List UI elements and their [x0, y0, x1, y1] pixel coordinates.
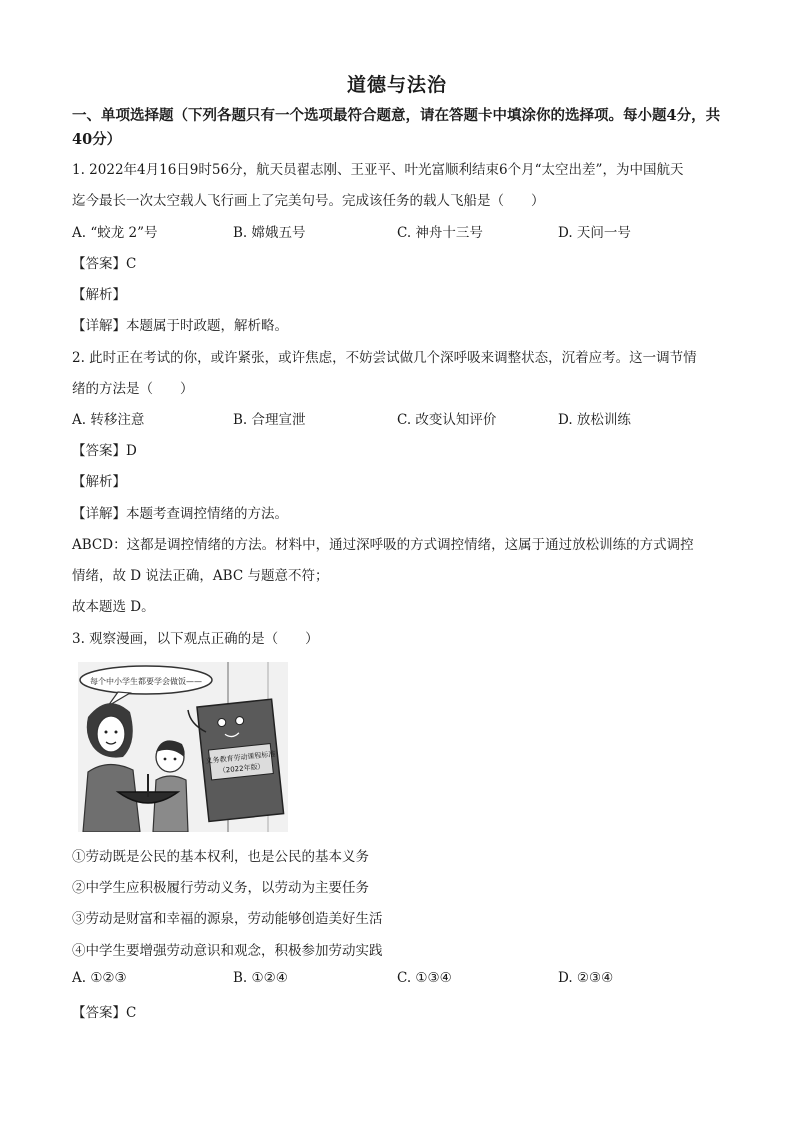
labor-education-cartoon [78, 662, 288, 832]
q2-conclusion: 故本题选 D。 [72, 599, 155, 615]
q1-stem-line2: 迄今最长一次太空载人飞行画上了完美句号。完成该任务的载人飞船是（ ） [72, 193, 545, 209]
q2-option-c: C. 改变认知评价 [397, 412, 497, 428]
q1-analysis-label: 【解析】 [72, 287, 126, 303]
q1-option-c: C. 神舟十三号 [397, 225, 483, 241]
book-title-text: 义务教育劳动课程标准 [205, 750, 276, 766]
section-heading: 一、单项选择题（下列各题只有一个选项最符合题意，请在答题卡中填涂你的选择项。每小题4分，共40分） [72, 107, 721, 148]
q3-option-d: D. ②③④ [558, 970, 614, 986]
book-year-text: （2022年版） [218, 762, 265, 776]
page-title: 道德与法治 [346, 74, 447, 96]
q2-option-b: B. 合理宣泄 [233, 412, 306, 428]
q3-option-a: A. ①②③ [72, 970, 127, 986]
q2-option-d: D. 放松训练 [558, 412, 631, 428]
q1-stem-line1: 1. 2022年4月16日9时56分，航天员翟志刚、王亚平、叶光富顺利结束6个月“太空出差”，为中国航天 [72, 162, 684, 178]
q3-answer: 【答案】C [72, 1005, 137, 1021]
speech-bubble-text: 每个中小学生都要学会做饭—— [90, 677, 202, 686]
q2-detail: 【详解】本题考查调控情绪的方法。 [72, 506, 288, 522]
q2-option-a: A. 转移注意 [72, 412, 145, 428]
q2-explain-line2: 情绪，故 D 说法正确，ABC 与题意不符； [72, 568, 329, 584]
q2-analysis-label: 【解析】 [72, 474, 126, 490]
q3-statement-3: ③劳动是财富和幸福的源泉，劳动能够创造美好生活 [72, 911, 383, 927]
q1-option-a: A. “蛟龙 2”号 [72, 225, 158, 241]
q3-stem: 3. 观察漫画，以下观点正确的是（ ） [72, 631, 319, 647]
q3-option-c: C. ①③④ [397, 970, 452, 986]
q1-option-d: D. 天问一号 [558, 225, 631, 241]
q2-answer: 【答案】D [72, 443, 137, 459]
q3-statement-4: ④中学生要增强劳动意识和观念，积极参加劳动实践 [72, 943, 383, 959]
q2-stem-line2: 绪的方法是（ ） [72, 381, 194, 397]
q3-statement-2: ②中学生应积极履行劳动义务，以劳动为主要任务 [72, 880, 369, 896]
q1-answer: 【答案】C [72, 256, 137, 272]
q1-option-b: B. 嫦娥五号 [233, 225, 306, 241]
q3-option-b: B. ①②④ [233, 970, 288, 986]
q1-detail: 【详解】本题属于时政题，解析略。 [72, 318, 288, 334]
q3-statement-1: ①劳动既是公民的基本权利，也是公民的基本义务 [72, 849, 369, 865]
q2-stem-line1: 2. 此时正在考试的你，或许紧张，或许焦虑，不妨尝试做几个深呼吸来调整状态，沉着应考。这一调节情 [72, 350, 697, 366]
q2-explain-line1: ABCD：这都是调控情绪的方法。材料中，通过深呼吸的方式调控情绪，这属于通过放松训练的方式调控 [72, 537, 694, 553]
